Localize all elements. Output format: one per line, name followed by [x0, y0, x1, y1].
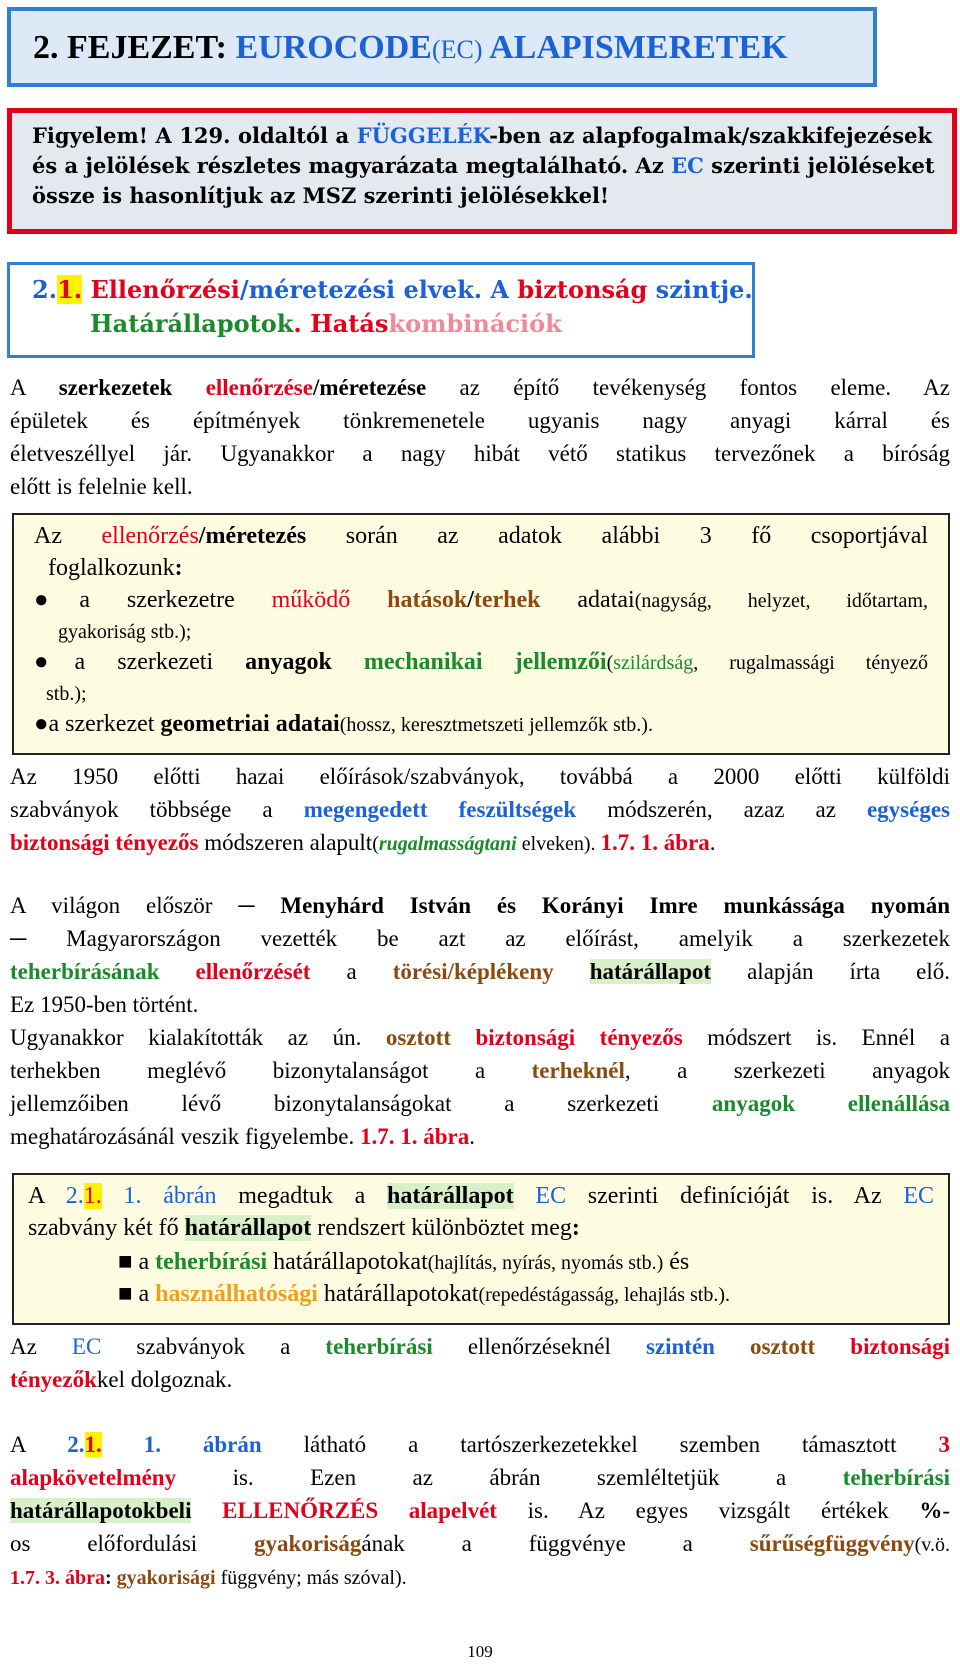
box2-line-2: szabvány két fő határállapot rendszert különböztet meg: — [28, 1215, 580, 1241]
chapter-title: 2. FEJEZET: EUROCODE(EC) ALAPISMERETEK — [33, 29, 788, 66]
notice-box: Figyelem! A 129. oldaltól a FÜGGELÉK-ben az alapfogalmak/szakkifejezések és a jelölések részletes magyarázata megtalálható. Az EC szerinti jelöléseket össze is hasonlítjuk az MSZ szerinti jelölésekkel! — [7, 108, 957, 234]
p5-line-2: alapkövetelmény is. Ezen az ábrán szemléltetjük a teherbírási — [10, 1465, 950, 1490]
p3-line-1: A világon először ─ Menyhárd István és Korányi Imre munkássága nyomán — [10, 893, 950, 918]
box1-line-3: ●a szerkezetre működő hatások/terhek adatai(nagyság, helyzet, időtartam, — [34, 587, 928, 613]
p1-line-3: életveszéllyel jár. Ugyanakkor a nagy hibát vétő statikus tervezőnek a bíróság — [10, 441, 950, 466]
p3-line-4: Ez 1950-ben történt. — [10, 992, 199, 1017]
page-number: 109 — [467, 1642, 493, 1661]
p1-line-1: A szerkezetek ellenőrzése/méretezése az építő tevékenység fontos eleme. Az — [10, 375, 950, 400]
box2-line-3: ■ a teherbírási határállapotokat(hajlítás, nyírás, nyomás stb.) és — [118, 1249, 690, 1275]
p2-line-2: szabványok többsége a megengedett feszültségek módszerén, azaz az egységes — [10, 797, 950, 822]
p3-line-5: Ugyanakkor kialakították az ún. osztott biztonsági tényezős módszert is. Ennél a — [10, 1025, 950, 1050]
p5-line-1: A 2.1. 1. ábrán látható a tartószerkezetekkel szemben támasztott 3 — [10, 1432, 950, 1457]
p4-line-2: tényezőkkel dolgoznak. — [10, 1367, 233, 1392]
box2-line-1: A 2.1. 1. ábrán megadtuk a határállapot EC szerinti definícióját is. Az EC — [28, 1183, 934, 1209]
chapter-title-box — [7, 7, 877, 87]
box1-line-4: gyakoriság stb.); — [58, 621, 192, 643]
limit-states-box — [12, 1173, 950, 1325]
p5-line-3: határállapotokbeli ELLENŐRZÉS alapelvét is. Az egyes vizsgált értékek %- — [10, 1498, 950, 1523]
notice-line-3: össze is hasonlítjuk az MSZ szerinti jelölésekkel! — [32, 183, 610, 208]
box2-line-4: ■ a használhatósági határállapotokat(repedéstágasság, lehajlás stb.). — [118, 1281, 731, 1307]
p3-line-7: jellemzőiben lévő bizonytalanságokat a szerkezeti anyagok ellenállása — [10, 1091, 950, 1116]
section-heading-line-2: Határállapotok. Hatáskombinációk — [90, 309, 562, 338]
p5-line-4: os előfordulási gyakoriságának a függvénye a sűrűségfüggvény(v.ö. — [10, 1531, 950, 1556]
box1-line-6: stb.); — [46, 683, 87, 705]
data-groups-box — [12, 513, 950, 755]
p3-line-8: meghatározásánál veszik figyelembe. 1.7. 1. ábra. — [10, 1124, 475, 1149]
p2-line-1: Az 1950 előtti hazai előírások/szabványok, továbbá a 2000 előtti külföldi — [10, 764, 950, 789]
p4-line-1: Az EC szabványok a teherbírási ellenőrzéseknél szintén osztott biztonsági — [10, 1334, 950, 1359]
box1-line-2: foglalkozunk: — [48, 555, 183, 581]
p3-line-2: ─ Magyarországon vezették be azt az előírást, amelyik a szerkezetek — [10, 926, 950, 951]
section-heading-box — [7, 262, 755, 358]
p1-line-2: épületek és építmények tönkremenetele ugyanis nagy anyagi kárral és — [10, 408, 950, 433]
p2-line-3: biztonsági tényezős módszeren alapult(rugalmasságtani elveken). 1.7. 1. ábra. — [10, 830, 716, 855]
p3-line-6: terhekben meglévő bizonytalanságot a terheknél, a szerkezeti anyagok — [10, 1058, 950, 1083]
p1-line-4: előtt is felelnie kell. — [10, 474, 193, 499]
box1-line-1: Az ellenőrzés/méretezés során az adatok alábbi 3 fő csoportjával — [34, 523, 929, 549]
box1-line-7: ●a szerkezet geometriai adatai(hossz, keresztmetszeti jellemzők stb.). — [34, 711, 653, 737]
p5-line-5: 1.7. 3. ábra: gyakorisági függvény; más szóval). — [10, 1567, 407, 1589]
p3-line-3: teherbírásának ellenőrzését a törési/képlékeny határállapot alapján írta elő. — [10, 959, 951, 984]
section-heading-line-1: 2.1. Ellenőrzési/méretezési elvek. A biztonság szintje. — [32, 275, 753, 304]
box1-line-5: ●a szerkezeti anyagok mechanikai jellemzői(szilárdság, rugalmassági tényező — [34, 649, 928, 675]
